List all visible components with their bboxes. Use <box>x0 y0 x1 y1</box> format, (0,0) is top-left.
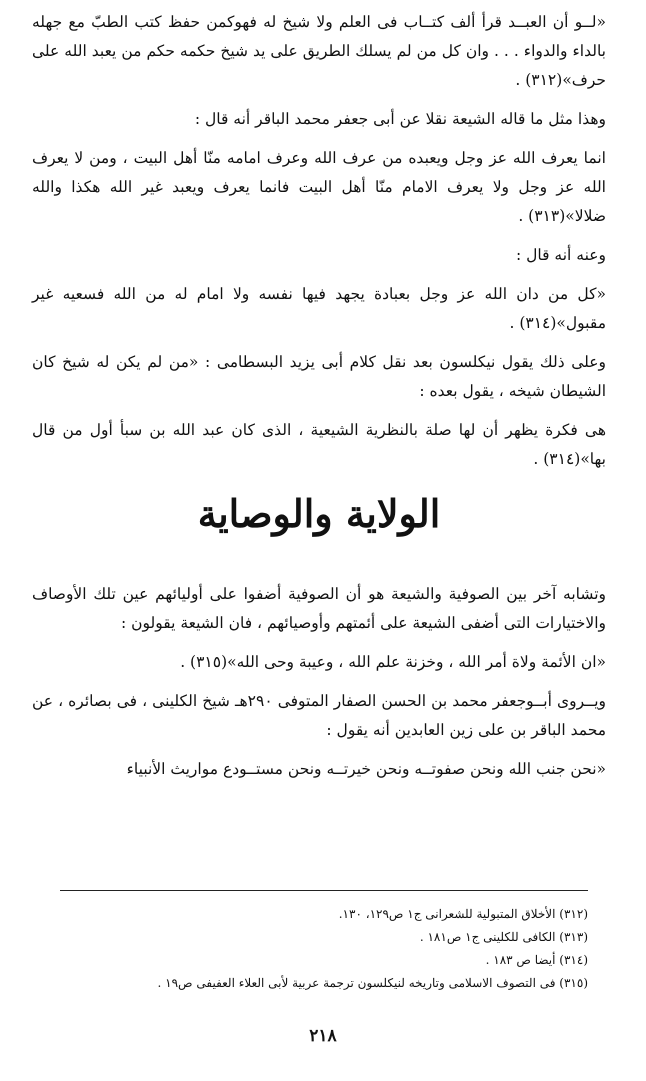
footnotes <box>60 890 588 995</box>
main-text <box>32 8 606 794</box>
paragraph-6: وعلى ذلك يقول نيكلسون بعد نقل كلام أبى يزيد البسطامى : «من لم يكن له شيخ كان الشيطان شيخه ، يقول بعده : <box>32 353 606 400</box>
section-heading: الولاية والوصاية <box>197 491 441 536</box>
footnote-314: (٣١٤) أيضا ص ١٨٣ . <box>485 953 588 967</box>
paragraph-3: انما يعرف الله عز وجل ويعبده من عرف الله وعرف امامه منّا أهل البيت ، ومن لا يعرف الله عز وجل ولا يعرف الامام منّا أهل البيت فانما يعرف ويعبد غير الله هكذا والله ضلالا»(٣١٣) . <box>32 149 606 225</box>
paragraph-5: «كل من دان الله عز وجل بعبادة يجهد فيها نفسه ولا امام له من الله فسعيه غير مقبول»(٣١٤) . <box>32 285 606 332</box>
paragraph-2: وهذا مثل ما قاله الشيعة نقلا عن أبى جعفر محمد الباقر أنه قال : <box>194 110 606 128</box>
paragraph-8: وتشابه آخر بين الصوفية والشيعة هو أن الصوفية أضفوا على أوليائهم عين تلك الأوصاف والاختيارات التى أضفى الشيعة على أئمتهم وأوصيائهم ، فان الشيعة يقولون : <box>32 585 606 632</box>
footnote-313: (٣١٣) الكافى للكلينى ج١ ص١٨١ . <box>419 930 588 944</box>
footnote-315: (٣١٥) فى التصوف الاسلامى وتاريخه لنيكلسون ترجمة عربية لأبى العلاء العفيفى ص١٩ . <box>157 976 588 990</box>
page-number: ٢١٨ <box>309 1026 337 1046</box>
paragraph-7: هى فكرة يظهر أن لها صلة بالنظرية الشيعية ، الذى كان عبد الله بن سبأ أول من قال بها»(٣١٤) . <box>32 421 606 468</box>
paragraph-9: «ان الأئمة ولاة أمر الله ، وخزنة علم الله ، وعيبة وحى الله»(٣١٥) . <box>180 653 606 671</box>
paragraph-4: وعنه أنه قال : <box>515 246 606 264</box>
paragraph-10: ويــروى أبــوجعفر محمد بن الحسن الصفار المتوفى ٢٩٠هـ شيخ الكلينى ، فى بصائره ، عن محمد الباقر بن على زين العابدين أنه يقول : <box>32 692 607 739</box>
paragraph-11: «نحن جنب الله ونحن صفوتــه ونحن خيرتــه ونحن مستــودع مواريث الأنبياء <box>126 760 606 778</box>
paragraph-1: «لــو أن العبــد قرأ ألف كتــاب فى العلم ولا شيخ له فهوكمن حفظ كتب الطبّ مع جهله بالداء والدواء . . . وان كل من لم يسلك الطريق على يد شيخ حكمه حكم من يعبد الله على حرف»(٣١٢) . <box>32 13 606 89</box>
footnote-312: (٣١٢) الأخلاق المتبولية للشعرانى ج١ ص١٢٩، ١٣٠. <box>338 907 588 921</box>
